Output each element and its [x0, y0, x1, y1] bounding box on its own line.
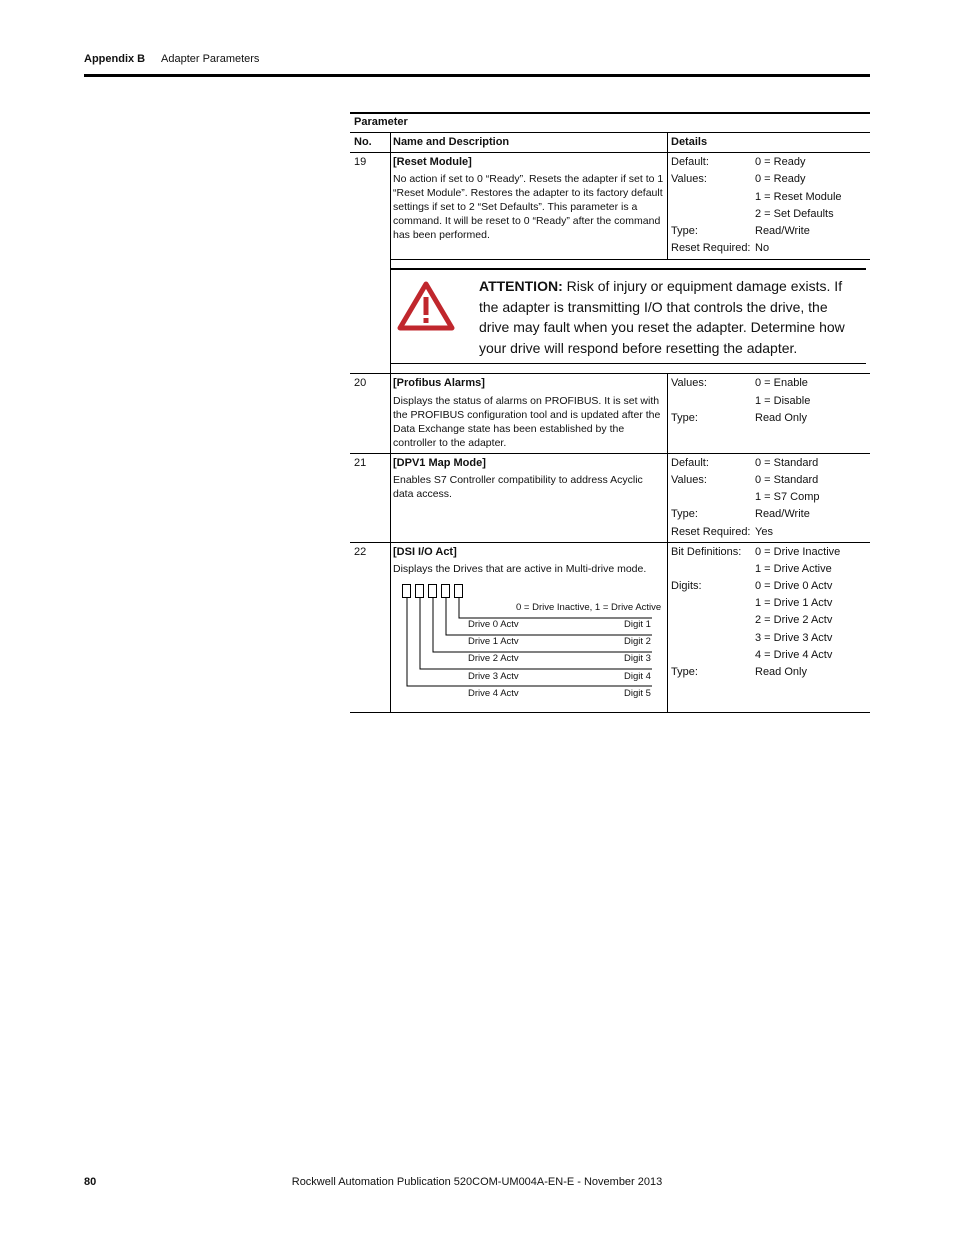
detail-value: 3 = Drive 3 Actv — [755, 632, 833, 644]
param-name: [Profibus Alarms] — [393, 377, 485, 389]
header-rule — [84, 74, 870, 77]
col-details-header: Details — [671, 136, 708, 148]
attention-message — [479, 276, 859, 358]
detail-value: Read Only — [755, 666, 807, 678]
digit-drive-label: Drive 2 Actv — [468, 653, 519, 664]
table-top-rule — [350, 112, 870, 114]
detail-value: 4 = Drive 4 Actv — [755, 649, 833, 661]
digit-boxes — [402, 583, 468, 599]
param-no: 19 — [354, 156, 367, 168]
detail-value: 1 = Drive 1 Actv — [755, 597, 833, 609]
row-rule — [350, 542, 870, 543]
detail-value: 1 = S7 Comp — [755, 491, 820, 503]
detail-label: Bit Definitions: — [671, 546, 742, 558]
row-rule — [350, 373, 870, 374]
param-description: Displays the status of alarms on PROFIBUS. It is set with the PROFIBUS configuration tool and is updated after the Data Exchange state has been established by the controller to the adapter. — [393, 395, 661, 449]
detail-label: Values: — [671, 173, 707, 185]
detail-value: 0 = Standard — [755, 457, 819, 469]
table-bottom-rule — [350, 712, 870, 713]
detail-value: 1 = Reset Module — [755, 191, 842, 203]
detail-label: Values: — [671, 377, 707, 389]
detail-value: 2 = Drive 2 Actv — [755, 614, 833, 626]
publication-info: Rockwell Automation Publication 520COM-UM004A-EN-E - November 2013 — [291, 1176, 663, 1188]
detail-value: 0 = Ready — [755, 156, 806, 168]
digit-index-label: Digit 2 — [624, 636, 651, 647]
detail-value: Read Only — [755, 412, 807, 424]
detail-value: No — [755, 242, 770, 254]
digit-box — [441, 584, 450, 598]
attention-bottom-rule — [390, 363, 866, 364]
detail-value: Yes — [755, 526, 773, 538]
digit-drive-label: Drive 4 Actv — [468, 688, 519, 699]
section-title: Adapter Parameters — [161, 53, 260, 65]
digit-box — [428, 584, 437, 598]
param-description: Displays the Drives that are active in Multi-drive mode. — [393, 563, 647, 575]
detail-label: Default: — [671, 156, 709, 168]
detail-value: 0 = Enable — [755, 377, 808, 389]
digit-index-label: Digit 4 — [624, 671, 651, 682]
digit-drive-label: Drive 1 Actv — [468, 636, 519, 647]
detail-label: Digits: — [671, 580, 702, 592]
detail-label: Values: — [671, 474, 707, 486]
digit-connector-lines — [400, 598, 656, 708]
digit-drive-label: Drive 3 Actv — [468, 671, 519, 682]
detail-label: Type: — [671, 666, 698, 678]
digit-index-label: Digit 1 — [624, 619, 651, 630]
detail-value: Read/Write — [755, 225, 810, 237]
param-name: [DPV1 Map Mode] — [393, 457, 486, 469]
detail-value: 1 = Disable — [755, 395, 811, 407]
col-name-header: Name and Description — [393, 136, 510, 148]
digit-drive-label: Drive 0 Actv — [468, 619, 519, 630]
digit-legend: 0 = Drive Inactive, 1 = Drive Active — [516, 602, 662, 613]
detail-value: 0 = Standard — [755, 474, 819, 486]
detail-value: 0 = Drive Inactive — [755, 546, 841, 558]
param-no: 22 — [354, 546, 367, 558]
param-no: 21 — [354, 457, 367, 469]
detail-label: Reset Required: — [671, 526, 751, 538]
attention-top-rule — [390, 268, 866, 270]
col-divider — [390, 132, 391, 713]
digit-box — [415, 584, 424, 598]
detail-value: 2 = Set Defaults — [755, 208, 834, 220]
col-divider — [667, 373, 668, 713]
col-divider — [667, 132, 668, 259]
attention-label: ATTENTION: — [479, 278, 563, 294]
detail-value: 0 = Drive 0 Actv — [755, 580, 833, 592]
detail-label: Type: — [671, 508, 698, 520]
param-no: 20 — [354, 377, 367, 389]
page-number: 80 — [84, 1176, 97, 1188]
digit-box — [402, 584, 411, 598]
detail-value: Read/Write — [755, 508, 810, 520]
table-rule — [350, 132, 870, 133]
detail-label: Type: — [671, 412, 698, 424]
detail-label: Default: — [671, 457, 709, 469]
warning-triangle-icon — [397, 281, 455, 331]
param-description: Enables S7 Controller compatibility to address Acyclic data access. — [393, 474, 643, 500]
param-name: [Reset Module] — [393, 156, 472, 168]
table-rule — [350, 152, 870, 153]
param-description: No action if set to 0 “Ready”. Resets the adapter if set to 1 “Reset Module”. Restores the adapter to its factory default settings if set to 2 “Set Defaults”. This parameter is a command. It will be reset to 0 “Ready” after the command has been performed. — [393, 173, 664, 241]
detail-label: Reset Required: — [671, 242, 751, 254]
appendix-label: Appendix B — [84, 53, 146, 65]
col-no-header: No. — [354, 136, 372, 148]
detail-label: Type: — [671, 225, 698, 237]
digit-index-label: Digit 5 — [624, 688, 651, 699]
table-caption: Parameter — [354, 116, 408, 128]
param-name: [DSI I/O Act] — [393, 546, 457, 558]
row-rule — [390, 259, 870, 260]
detail-value: 1 = Drive Active — [755, 563, 832, 575]
detail-value: 0 = Ready — [755, 173, 806, 185]
digit-box — [454, 584, 463, 598]
row-rule — [350, 453, 870, 454]
digit-index-label: Digit 3 — [624, 653, 651, 664]
attention-text: Risk of injury or equipment damage exists. If the adapter is transmitting I/O that controls the drive, the drive may fault when you reset the adapter. Determine how your drive will respond before resetting the adapter. — [479, 278, 845, 356]
